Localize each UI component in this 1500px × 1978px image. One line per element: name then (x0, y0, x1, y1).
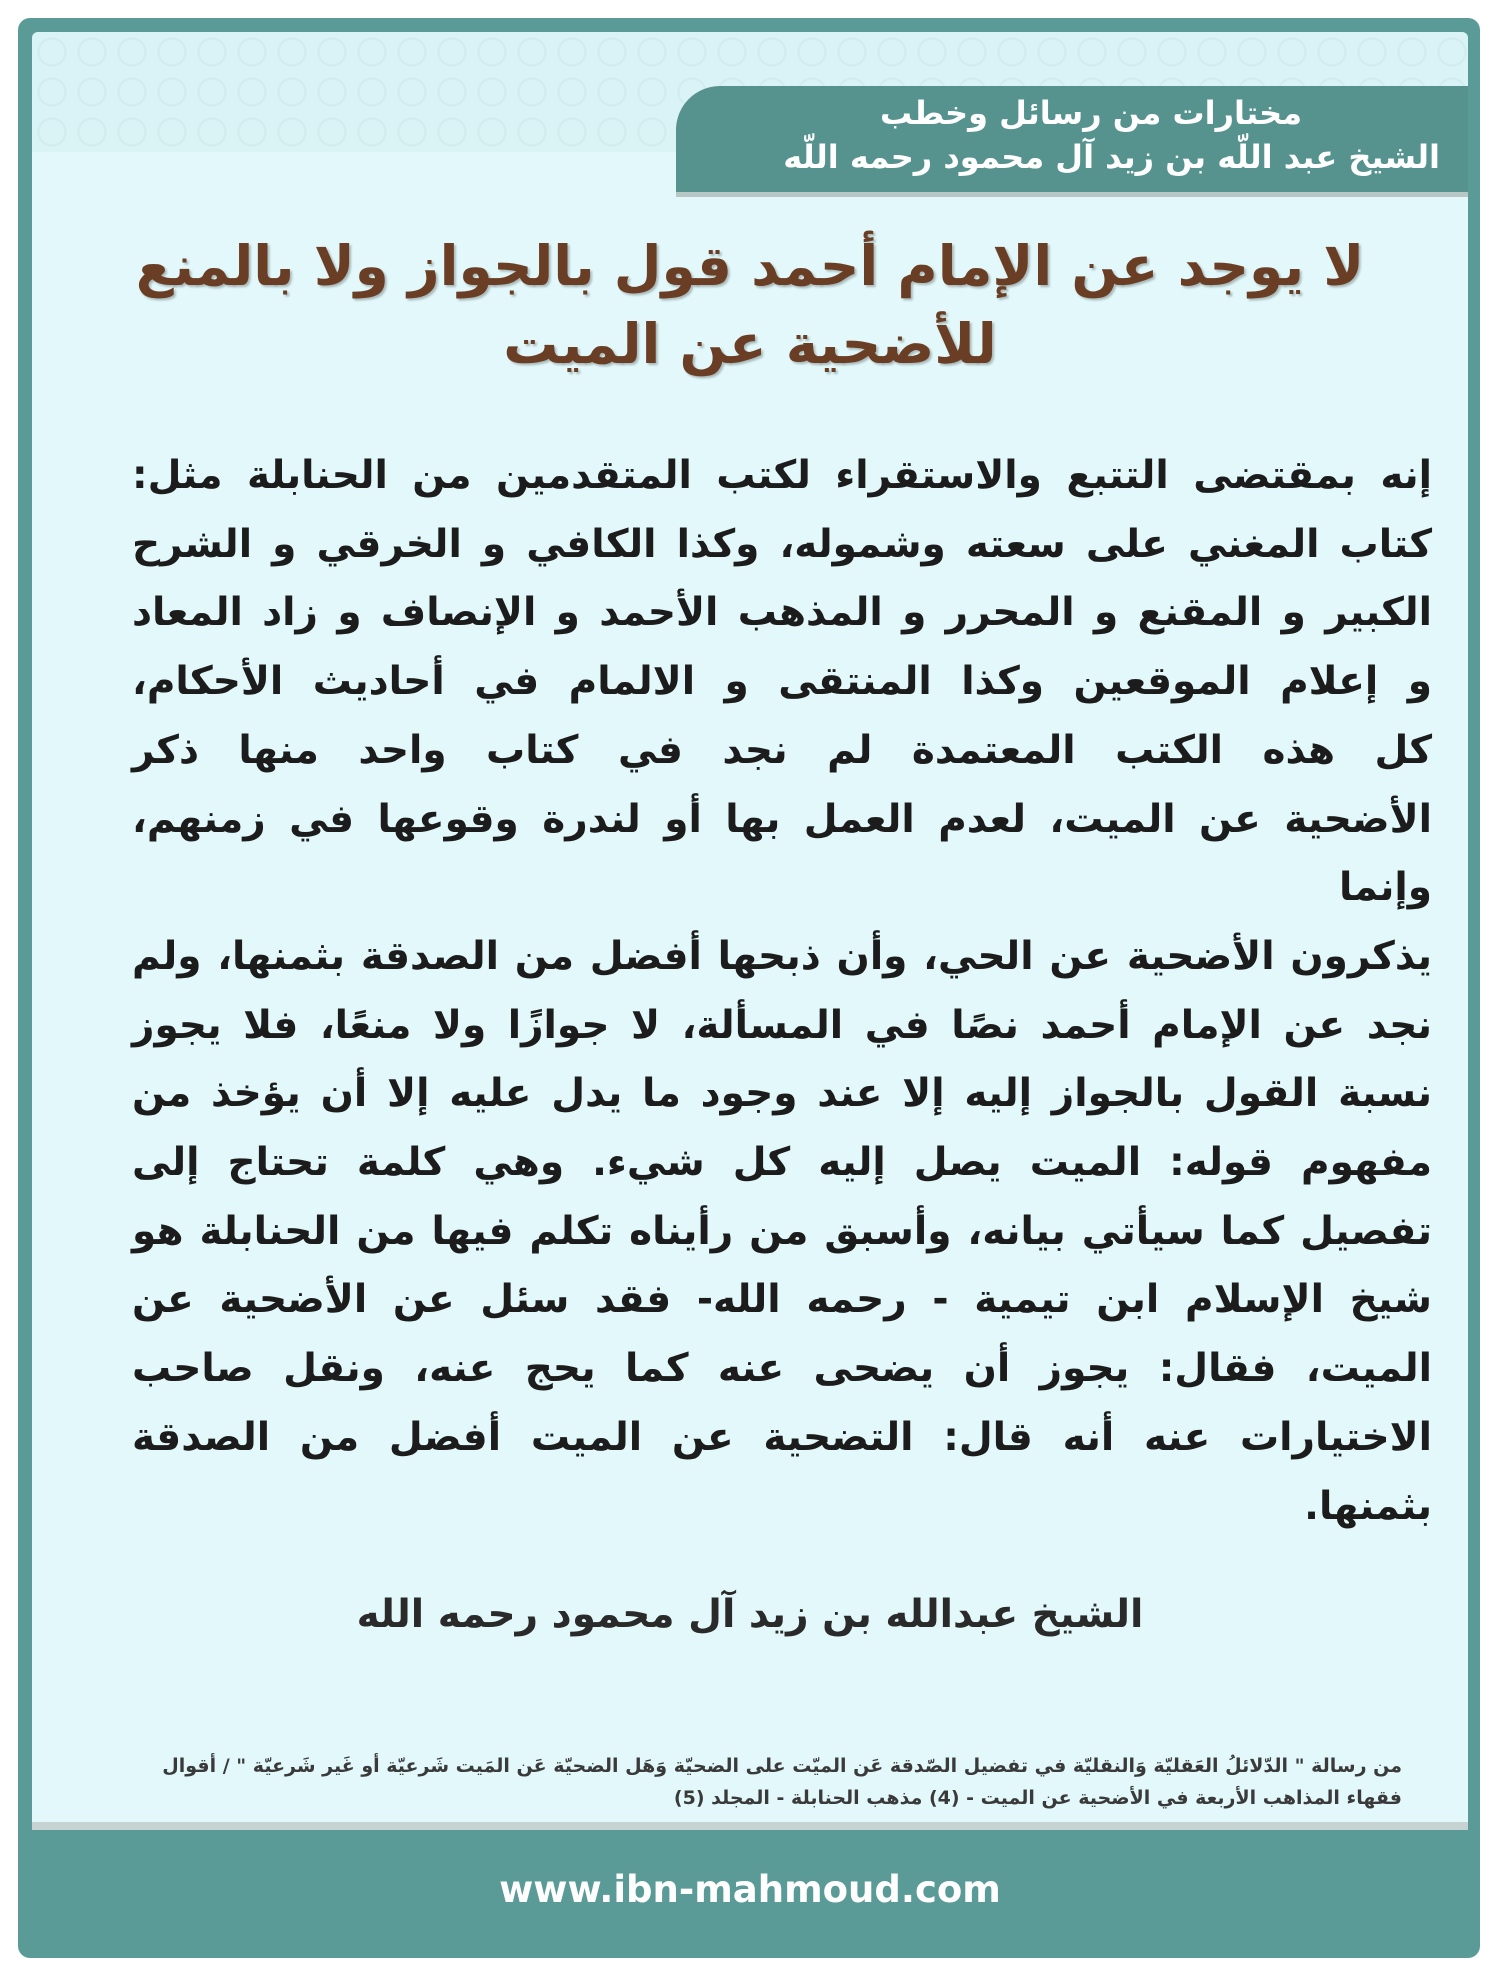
body-line: مفهوم قوله: الميت يصل إليه كل شيء. وهي كلمة تحتاج إلى (132, 1140, 1432, 1186)
signature: الشيخ عبدالله بن زيد آل محمود رحمه الله (356, 1592, 1144, 1637)
body-line: كتاب المغني على سعته وشموله، وكذا الكافي و الخرقي و الشرح (132, 521, 1432, 567)
body-line: إنه بمقتضى التتبع والاستقراء لكتب المتقدمين من الحنابلة مثل: (132, 453, 1432, 498)
header-banner (676, 86, 1468, 192)
footer-bar (0, 1830, 1500, 1950)
footer-divider (32, 1822, 1468, 1830)
body-line: شيخ الإسلام ابن تيمية - رحمه الله- فقد سئل عن الأضحية عن (132, 1277, 1432, 1323)
body-line: الاختيارات عنه أنه قال: التضحية عن الميت أفضل من الصدقة (132, 1414, 1432, 1460)
body-line: كل هذه الكتب المعتمدة لم نجد في كتاب واحد منها ذكر (132, 727, 1432, 773)
body-line: يذكرون الأضحية عن الحي، وأن ذبحها أفضل من الصدقة بثمنها، ولم (132, 933, 1432, 979)
body-line: تفصيل كما سيأتي بيانه، وأسبق من رأيناه تكلم فيها من الحنابلة هو (132, 1208, 1432, 1254)
body-line: بثمنها. (1304, 1483, 1432, 1529)
article-body (132, 442, 1432, 1541)
website-link[interactable]: www.ibn-mahmoud.com (499, 1868, 1001, 1911)
body-line: الميت، فقال: يجوز أن يضحى عنه كما يحج عنه، ونقل صاحب (132, 1346, 1432, 1392)
body-line: نسبة القول بالجواز إليه إلا عند وجود ما يدل عليه إلا أن يؤخذ من (132, 1071, 1432, 1117)
header-subtitle: مختارات من رسائل وخطب (879, 94, 1302, 132)
body-line: الكبير و المقنع و المحرر و المذهب الأحمد و الإنصاف و زاد المعاد (132, 590, 1432, 636)
source-citation: من رسالة " الدّلائلُ العَقليّة وَالنقليّة في تفضيل الصّدقة عَن الميّت على الضحيّة وَهَل الضحيّة عَن المَيت شَرعيّة أو غَير شَرعيّة " / أقوال فقهاء المذاهب الأربعة في الأضحية عن الميت - (4) مذهب الحنابلة - المجلد (5) (162, 1755, 1402, 1809)
header-author: الشيخ عبد اللّه بن زيد آل محمود رحمه اللّه (783, 138, 1440, 176)
body-line: و إعلام الموقعين وكذا المنتقى و الالمام في أحاديث الأحكام، (132, 659, 1432, 705)
body-line: الأضحية عن الميت، لعدم العمل بها أو لندرة وقوعها في زمنهم، وإنما (132, 796, 1432, 911)
content-card (32, 32, 1468, 1828)
body-line: نجد عن الإمام أحمد نصًا في المسألة، لا جوازًا ولا منعًا، فلا يجوز (132, 1002, 1432, 1048)
article-title: لا يوجد عن الإمام أحمد قول بالجواز ولا بالمنع للأضحية عن الميت (135, 234, 1365, 376)
